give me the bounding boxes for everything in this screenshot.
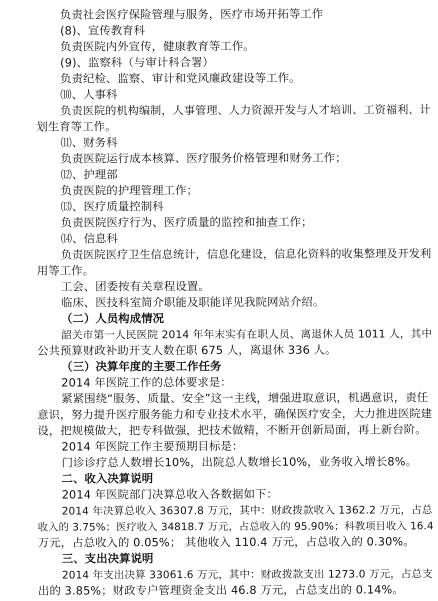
text-line: 用等工作。 — [36, 264, 95, 278]
text-line: 收入的 3.75%；医疗收入 34818.7 万元，占总收入的 95.90%；科教项目收入 16.4 — [37, 520, 434, 534]
text-line: 划生育等工作。 — [36, 120, 117, 134]
section-heading: ⒀、医疗质量控制科 — [60, 200, 164, 214]
text-line: 负责医院医疗卫生信息统计，信息化建设，信息化资料的收集整理及开发利 — [60, 247, 432, 262]
text-line: 2014 年医院部门决算总收入各数据如下： — [61, 487, 278, 502]
text-line: 设，把规模做大，把专科做强，把技术做精，不断开创新局面，再上新台阶。 — [37, 423, 427, 438]
text-line: 万元，占总收入的 0.05%； 其他收入 110.4 万元，占总收入的 0.30%。 — [37, 535, 415, 550]
section-heading: （三）决算年度的主要工作任务 — [61, 359, 222, 374]
text-line: 2014 年医院工作主要预期目标是： — [61, 439, 244, 454]
text-line: 负责医院的机构编制，人事管理、人力资源开发与人才培训、工资福利、计 — [60, 103, 431, 118]
text-line: 负责医院医疗行为、医疗质量的监控和抽查工作； — [60, 215, 313, 230]
text-line: 负责医院内外宣传，健康教育等工作。 — [60, 39, 255, 54]
section-heading: (9)、监察科（与审计科合署） — [60, 56, 215, 70]
text-line: 2014 年决算总收入 36307.8 万元，其中：财政拨款收入 1362.2 万元，占总 — [61, 504, 433, 518]
text-line: 门诊诊疗总人数增长10%，出院总人数增长10%，业务收入增长8%。 — [61, 455, 418, 470]
text-line: 紧紧围绕“服务、质量、安全”这一主线，增强进取意识，机遇意识，责任 — [61, 391, 429, 406]
section-heading: （二）人员构成情况 — [61, 312, 165, 326]
text-line: 出的 3.85%；财政专户管理资金支出 46.8 万元，占总支出的 0.14%。 — [37, 583, 404, 598]
section-heading: ⒁、信息科 — [60, 232, 119, 246]
text-line: 2014 年支出决算 33061.6 万元，其中：财政拨款支出 1273.0 万元，占总支 — [61, 568, 433, 582]
text-line: 负责社会医疗保险管理与服务，医疗市场开拓等工作 — [59, 7, 324, 22]
section-heading: ⑾、财务科 — [60, 136, 118, 150]
section-heading: (8)、宣传教育科 — [60, 24, 146, 38]
text-line: 工会、团委按有关章程设置。 — [60, 280, 210, 294]
text-line: 意识，努力提升医疗服务能力和专业技术水平，确保医疗安全，大力推进医院建 — [37, 407, 433, 422]
section-heading: ⑿、护理部 — [60, 168, 118, 182]
text-line: 临床、医技科室简介职能及职能详见我院网站介绍。 — [60, 295, 325, 310]
section-heading: 二、收入决算说明 — [61, 472, 154, 486]
text-line: 负责医院运行成本核算、医疗服务价格管理和财务工作； — [60, 151, 347, 166]
text-line: 公共预算财政补助开支人数在职 675 人，离退休 336 人。 — [37, 343, 337, 358]
section-heading: 三、支出决算说明 — [61, 552, 154, 566]
text-line: 负责纪检、监察、审计和党风廉政建设等工作。 — [60, 71, 301, 86]
text-line: 韶关市第一人民医院 2014 年年末实有在职人员、离退休人员 1011 人，其中 — [61, 327, 433, 342]
section-heading: ⑽、人事科 — [60, 88, 118, 102]
text-line: 2014 年医院工作的总体要求是： — [61, 375, 232, 390]
text-line: 负责医院的护理管理工作； — [60, 184, 199, 198]
